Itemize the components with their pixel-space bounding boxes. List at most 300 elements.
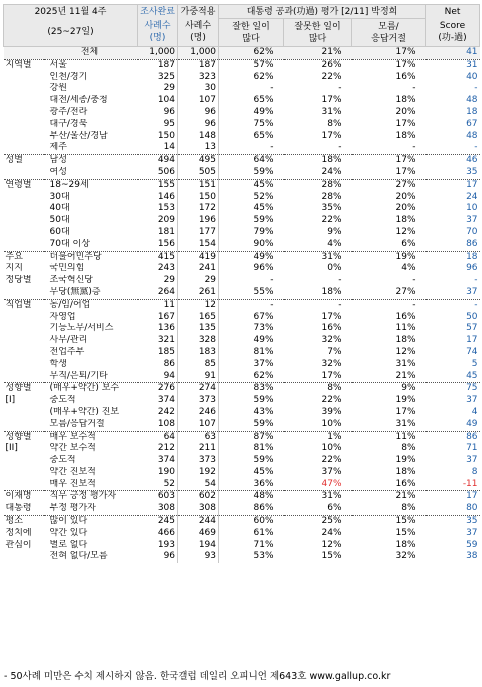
weighted-value: 135 [178,323,219,335]
weighted-value: 241 [178,263,219,275]
sample-done-value: 108 [138,419,178,431]
dk-pct: - [412,275,416,286]
weighted-value: 495 [178,155,219,167]
weighted-value: 261 [178,287,219,299]
bad-pct: 28% [321,191,342,202]
table-row [4,142,480,154]
group-label: 주요 [4,251,44,263]
dk-pct: 8% [401,443,416,454]
table-row [4,203,480,215]
weighted-value: 85 [178,359,219,371]
table-row [4,516,480,528]
table-row [4,107,480,119]
sample-done-value: 29 [138,275,178,287]
bad-l1: 잘못한 일이 [294,21,341,32]
dk-pct: 11% [352,431,426,443]
table-row [4,167,480,179]
group-label: 정당별 [5,275,32,286]
sample-done-value: 190 [138,467,178,479]
weighted-value: 172 [178,203,219,215]
net-score: 50 [466,311,478,322]
sample-done-value: 52 [138,479,178,491]
good-pct: 67% [253,311,274,322]
bad-pct: 12% [321,539,342,550]
dates-label: (25~27일) [47,27,94,38]
net-score: 41 [426,47,480,60]
subgroup-label: 대전/세종/충청 [49,95,108,106]
net-score: 37 [466,527,478,538]
sample-done-value: 374 [138,455,178,467]
net-score: 35 [466,166,478,177]
table-row [4,359,480,371]
group-label [4,215,44,227]
weighted-value: 194 [178,540,219,552]
subgroup-label: 많이 있다 [44,516,138,528]
weighted-value: 373 [178,395,219,407]
group-label [4,192,44,204]
group-label: 연령별 [4,179,44,191]
weighted-header [178,5,219,19]
net-score: 86 [426,431,480,443]
good-pct: 59% [253,166,274,177]
dk-pct: - [352,299,426,311]
net-score: 74 [466,346,478,357]
sample-done-value: 242 [138,407,178,419]
group-label [4,47,44,60]
subgroup-label: 국민의힘 [49,263,85,274]
sample-done-value: 167 [138,312,178,324]
sample-done-value: 321 [138,335,178,347]
bad-pct: 10% [321,443,342,454]
group-label: 성향별 [4,383,44,395]
net-score: 49 [466,418,478,429]
dk-pct: 31% [395,418,416,429]
sample-done-value: 11 [138,299,178,311]
net-l2: Score [439,21,466,32]
net-score: 8 [471,466,478,477]
good-pct: - [270,142,274,153]
net-score: 37 [466,455,478,466]
dk-pct: 18% [395,335,416,346]
subgroup-label: 전혀 없다/모름 [49,551,108,562]
good-pct: 90% [253,238,274,249]
table-row [4,323,480,335]
group-label [4,335,44,347]
group-label [4,467,44,479]
group-label [4,479,44,491]
bad-pct: 39% [321,406,342,417]
net-l3: (功-過) [438,33,467,44]
weighted-value: 30 [178,83,219,95]
net-score: 46 [426,155,480,167]
group-label [4,239,44,251]
table-row [4,119,480,131]
weighted-value: 93 [178,551,219,563]
bad-pct: 28% [284,179,352,191]
subgroup-label: 중도적 [49,395,76,406]
sample-done-value: 193 [138,540,178,552]
weighted-value: 274 [178,383,219,395]
table-row [4,407,480,419]
sample-done-value: 185 [138,347,178,359]
weighted-value: 602 [178,491,219,503]
subgroup-label: 50대 [49,215,70,226]
table-row [4,431,480,443]
good-pct: 49% [253,335,274,346]
bad-pct: 22% [321,395,342,406]
table-row [4,47,480,60]
net-header [426,5,480,19]
weighted-value: 54 [178,479,219,491]
weighted-value: 148 [178,131,219,143]
subgroup-label: 약간 보수적 [49,443,96,454]
sample-done-label: 조사완료 [140,6,175,17]
bad-pct: 8% [327,118,342,129]
table-row [4,347,480,359]
good-col-header [219,19,284,47]
subgroup-label: 매우 보수적 [44,431,138,443]
subgroup-label: (매우+약간) 보수 [44,383,138,395]
good-pct: 83% [219,383,284,395]
table-row [4,263,480,275]
dk-pct: 11% [395,323,416,334]
weighted-value: 246 [178,407,219,419]
sample-done-value: 29 [138,83,178,95]
table-row [4,227,480,239]
sample-done-value: 104 [138,95,178,107]
subgroup-label: 기능노무/서비스 [49,323,114,334]
dk-pct: - [412,83,416,94]
good-pct: 37% [253,358,274,369]
table-row [4,215,480,227]
good-pct: 48% [219,491,284,503]
poll-table [3,4,480,563]
footnote: - 50사례 미만은 수치 제시하지 않음. 한국갤럽 데일리 오피니언 제643호 www.gallup.co.kr [4,671,391,682]
table-row [4,131,480,143]
subgroup-label: 광주/전라 [49,106,88,117]
net-score: 17 [426,179,480,191]
good-pct: 45% [219,179,284,191]
group-label [4,83,44,95]
table-row [4,312,480,324]
bad-pct: 35% [321,203,342,214]
bad-pct: 17% [321,311,342,322]
subgroup-label: (매우+약간) 진보 [49,406,120,417]
net-score: -11 [462,478,478,489]
dk-pct: 9% [352,383,426,395]
group-label: 관심이 [5,539,32,550]
bad-pct: 47% [321,478,342,489]
weighted-value: 12 [178,299,219,311]
table-row [4,540,480,552]
group-label [4,119,44,131]
group-label [4,551,44,563]
bad-pct: - [284,299,352,311]
net-score: 96 [466,263,478,274]
subgroup-label: 강원 [49,83,67,94]
dk-pct: 18% [395,130,416,141]
sample-done-value: 243 [138,263,178,275]
table-row [4,59,480,71]
group-label [4,371,44,383]
net-label: Net [444,6,461,17]
subgroup-label: 여성 [49,166,67,177]
group-label [4,323,44,335]
weighted-value: 211 [178,443,219,455]
sample-done-value: 96 [138,107,178,119]
net-score: 75 [426,383,480,395]
net-score: 70 [466,226,478,237]
dk-pct: 17% [395,406,416,417]
dk-pct: 8% [401,503,416,514]
net-score: 48 [466,130,478,141]
good-pct: 59% [253,395,274,406]
survey-period [4,5,138,19]
table-row [4,239,480,251]
period-label: 2025년 11월 4주 [34,6,107,17]
good-pct: 64% [219,155,284,167]
weighted-value: 244 [178,516,219,528]
sample-done-value: 276 [138,383,178,395]
net-score: 71 [466,443,478,454]
sample-done-value: 153 [138,203,178,215]
good-pct: 71% [253,539,274,550]
good-pct: 62% [253,71,274,82]
group-label [4,107,44,119]
group-label: 성향별 [4,431,44,443]
group-label [4,347,44,359]
sample-done-value: 187 [138,59,178,71]
net-score: 18 [426,251,480,263]
sample-done-sub [138,19,178,47]
net-score: 57 [466,323,478,334]
bad-pct: 6% [327,503,342,514]
group-label [4,131,44,143]
table-row [4,83,480,95]
weighted-value: 165 [178,312,219,324]
good-pct: 53% [253,551,274,562]
dk-pct: 20% [395,203,416,214]
bad-pct: 22% [321,71,342,82]
sample-done-value: 155 [138,179,178,191]
dk-pct: 21% [352,491,426,503]
sample-done-value: 494 [138,155,178,167]
group-label: [I] [5,395,16,406]
dk-pct: 16% [395,311,416,322]
group-label [4,312,44,324]
weighted-value: 192 [178,467,219,479]
dk-pct: 6% [401,238,416,249]
dk-pct: 32% [395,551,416,562]
group-label [4,142,44,154]
net-score: 38 [466,551,478,562]
sample-done-l3: (명) [149,33,166,44]
weighted-value: 107 [178,419,219,431]
subgroup-label: 60대 [49,226,70,237]
subgroup-label: 별로 없다 [49,539,88,550]
sample-done-value: 603 [138,491,178,503]
good-pct: 62% [253,370,274,381]
subgroup-label: 약간 진보적 [49,466,96,477]
group-label: 이재명 [4,491,44,503]
weighted-value: 469 [178,528,219,540]
dk-pct: 31% [395,358,416,369]
subgroup-label: 전체 [44,47,138,60]
table-row [4,383,480,395]
weighted-label: 가중적용 [180,6,216,17]
weighted-value: 151 [178,179,219,191]
subgroup-label: 사무/관리 [49,335,88,346]
bad-pct: 17% [321,370,342,381]
good-pct: 81% [253,443,274,454]
weighted-value: 419 [178,251,219,263]
subgroup-label: 농/임/어업 [44,299,138,311]
net-score: 40 [466,71,478,82]
bad-pct: 0% [327,263,342,274]
bad-pct: 17% [321,95,342,106]
bad-pct: 15% [321,551,342,562]
good-pct: 59% [253,418,274,429]
bad-pct: 31% [284,491,352,503]
net-score: - [474,83,478,94]
good-pct: - [219,299,284,311]
subgroup-label: 제주 [49,142,67,153]
table-row [4,395,480,407]
net-score: 80 [466,503,478,514]
subgroup-label: 대구/경북 [49,118,88,129]
bad-pct: 22% [321,215,342,226]
subgroup-label: 70대 이상 [49,238,90,249]
bad-pct: 9% [327,226,342,237]
good-l2: 많다 [242,33,260,44]
dk-pct: 18% [395,95,416,106]
net-score: 17 [426,491,480,503]
weighted-value: 308 [178,503,219,515]
group-label [4,287,44,299]
subgroup-label: 40대 [49,203,70,214]
good-pct: 65% [253,95,274,106]
subgroup-label: 조국혁신당 [49,275,93,286]
net-score: 37 [466,395,478,406]
group-label [4,419,44,431]
good-pct: 52% [253,191,274,202]
subgroup-label: 부정 평가자 [49,503,96,514]
dk-pct: - [412,142,416,153]
group-label: 평소 [4,516,44,528]
table-row [4,179,480,191]
subgroup-label: 18~29세 [44,179,138,191]
table-row [4,95,480,107]
weighted-value: 150 [178,192,219,204]
table-row [4,443,480,455]
net-score: 67 [466,118,478,129]
bad-pct: 4% [327,238,342,249]
subgroup-label: 자영업 [49,311,76,322]
group-label [4,167,44,179]
sample-done-value: 156 [138,239,178,251]
weighted-value: 29 [178,275,219,287]
sample-done-value: 94 [138,371,178,383]
weighted-value: 63 [178,431,219,443]
net-score: 24 [466,191,478,202]
bad-pct: 31% [284,251,352,263]
weighted-value: 183 [178,347,219,359]
good-pct: 45% [253,466,274,477]
weighted-value: 373 [178,455,219,467]
weighted-value: 96 [178,119,219,131]
bad-pct: - [338,275,342,286]
sample-done-value: 146 [138,192,178,204]
good-pct: 45% [253,203,274,214]
table-row [4,528,480,540]
question-header [219,5,426,19]
dates-cell [4,19,138,47]
sample-done-value: 466 [138,528,178,540]
table-row [4,491,480,503]
bad-col-header [284,19,352,47]
table-row [4,72,480,84]
group-label [4,95,44,107]
subgroup-label: 서울 [44,59,138,71]
group-label [4,203,44,215]
group-label: 지지 [5,263,23,274]
table-body [4,47,480,564]
weighted-value: 13 [178,142,219,154]
sample-done-value: 64 [138,431,178,443]
sample-done-value: 14 [138,142,178,154]
bad-l2: 많다 [308,33,327,44]
net-score: 48 [466,95,478,106]
bad-pct: 18% [284,155,352,167]
sample-done-value: 136 [138,323,178,335]
weighted-value: 96 [178,107,219,119]
group-label [4,407,44,419]
weighted-value: 328 [178,335,219,347]
good-pct: 60% [219,516,284,528]
dk-pct: 17% [395,118,416,129]
dk-pct: 21% [395,370,416,381]
group-label: 정치에 [5,527,32,538]
dk-pct: 27% [395,286,416,297]
net-score: 4 [471,406,478,417]
good-pct: 62% [219,47,284,60]
group-label: 성별 [4,155,44,167]
bad-pct: 17% [321,130,342,141]
good-pct: 57% [219,59,284,71]
net-score: - [426,299,480,311]
net-score: - [474,275,478,286]
sample-done-value: 181 [138,227,178,239]
subgroup-label: 더불어민주당 [44,251,138,263]
subgroup-label: 30대 [49,191,70,202]
table-row [4,371,480,383]
table-row [4,419,480,431]
table-row [4,479,480,491]
net-score: - [474,142,478,153]
bad-pct: 24% [321,527,342,538]
weighted-value: 107 [178,95,219,107]
group-label: 지역별 [4,59,44,71]
weighted-l3: (명) [190,33,206,44]
subgroup-label: 매우 진보적 [49,478,96,489]
sample-done-value: 415 [138,251,178,263]
weighted-value: 154 [178,239,219,251]
table-row [4,299,480,311]
weighted-value: 196 [178,215,219,227]
table-row [4,335,480,347]
weighted-value: 505 [178,167,219,179]
dk-pct: 17% [352,155,426,167]
